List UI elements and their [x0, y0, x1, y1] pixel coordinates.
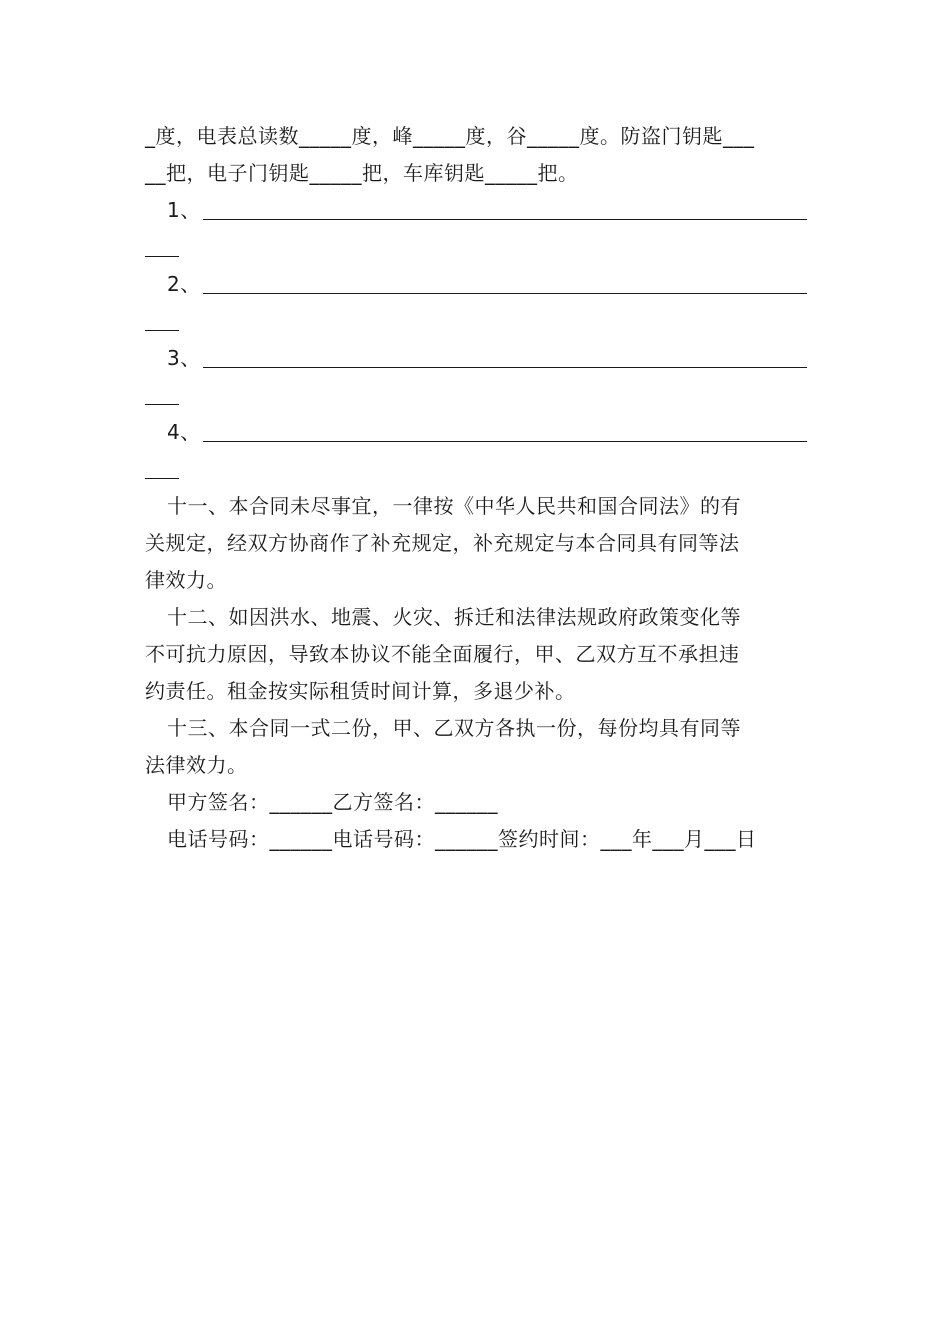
blank-item-3 — [145, 340, 807, 377]
fill-in-line — [203, 441, 807, 442]
fill-in-line — [203, 293, 807, 294]
signature-line: 甲方签名：______乙方签名：______ — [167, 790, 498, 814]
clause-12-line: 十二、如因洪水、地震、火灾、拆迁和法律法规政府政策变化等 — [167, 605, 741, 629]
clause-11-line: 十一、本合同未尽事宜，一律按《中华人民共和国合同法》的有 — [167, 494, 741, 518]
fill-in-line — [203, 367, 807, 368]
item-number: 3、 — [167, 346, 201, 370]
clause-13-line: 法律效力。 — [145, 753, 248, 777]
clause-11-line: 关规定，经双方协商作了补充规定，补充规定与本合同具有同等法 — [145, 531, 740, 555]
item-number: 1、 — [167, 198, 201, 222]
blank-item-2 — [145, 266, 807, 303]
fill-in-line-continuation — [145, 451, 807, 488]
fill-in-line-continuation — [145, 303, 807, 340]
fill-in-line-continuation — [145, 229, 807, 266]
item-number: 4、 — [167, 420, 201, 444]
document-body — [145, 118, 807, 858]
clause-12-line: 不可抗力原因，导致本协议不能全面履行，甲、乙双方互不承担违 — [145, 642, 740, 666]
fill-in-line-continuation — [145, 377, 807, 414]
clause-13-line: 十三、本合同一式二份，甲、乙双方各执一份，每份均具有同等 — [167, 716, 741, 740]
blank-item-1 — [145, 192, 807, 229]
clause-11-line: 律效力。 — [145, 568, 227, 592]
fill-in-line — [203, 219, 807, 220]
clause-12-line: 约责任。租金按实际租赁时间计算，多退少补。 — [145, 679, 576, 703]
text-line: _度，电表总读数_____度，峰_____度，谷_____度。防盗门钥匙___ — [145, 124, 755, 148]
item-number: 2、 — [167, 272, 201, 296]
phone-date-line: 电话号码：______电话号码：______签约时间：___年___月___日 — [167, 827, 757, 851]
text-line: __把，电子门钥匙_____把，车库钥匙_____把。 — [145, 161, 579, 185]
blank-item-4 — [145, 414, 807, 451]
